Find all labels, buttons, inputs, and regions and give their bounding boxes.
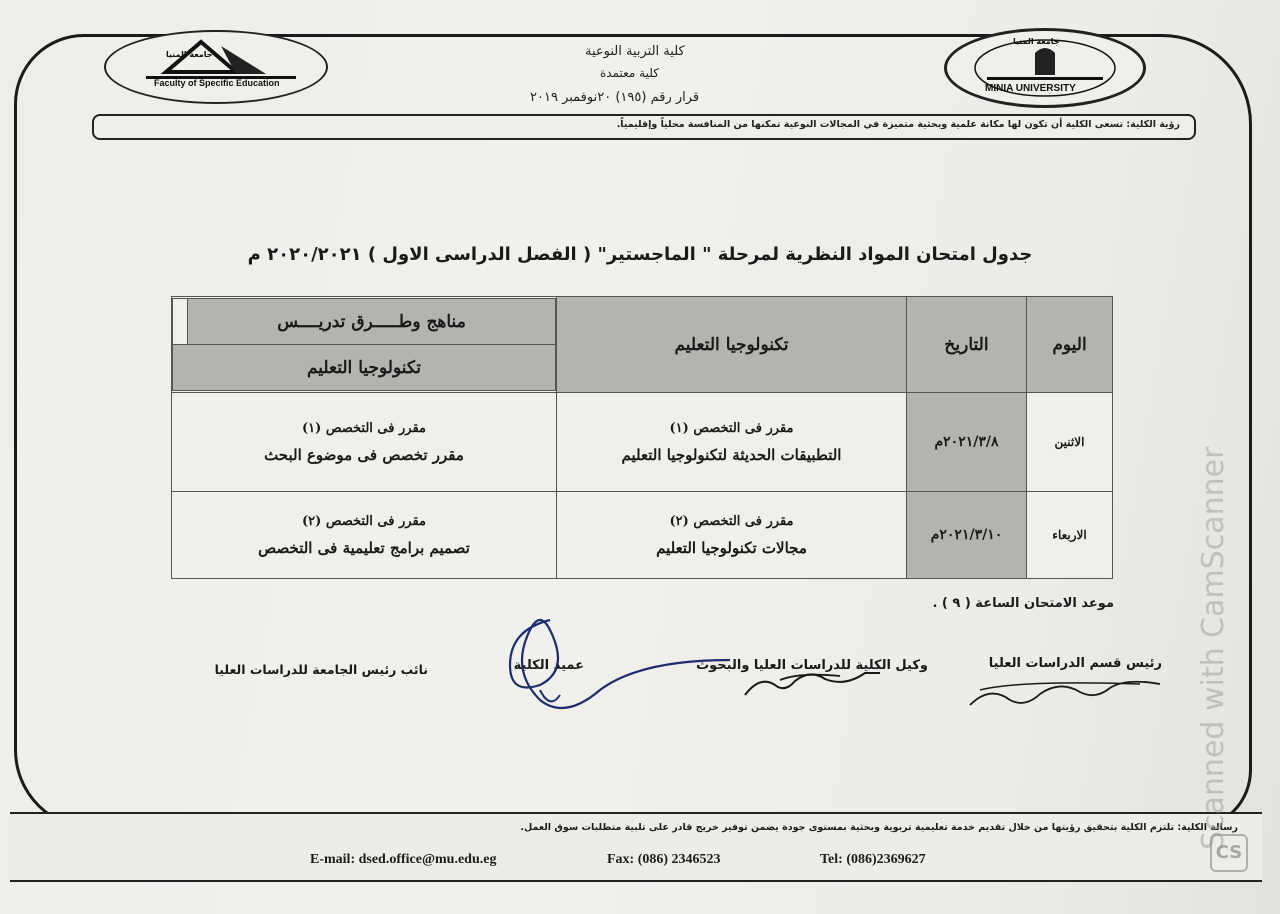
college-name: كلية التربية النوعية <box>585 44 685 59</box>
table-row <box>172 393 1113 492</box>
head-postgrad-label: رئيس قسم الدراسات العليا <box>988 656 1162 671</box>
row2-curricula-course-name: تصميم برامج تعليمية فى التخصص <box>258 538 470 557</box>
row1-tech-cell <box>557 393 907 492</box>
dean-label: عميد الكلية <box>513 658 584 673</box>
vice-president-label: نائب رئيس الجامعة للدراسات العليا <box>214 662 428 677</box>
contact-tel: Tel: (086)2369627 <box>820 852 926 867</box>
header-date: التاريخ <box>907 297 1027 393</box>
row1-date: ٢٠٢١/٣/٨م <box>907 393 1027 492</box>
exam-schedule-table <box>171 296 1113 579</box>
schedule-title: جدول امتحان المواد النظرية لمرحلة " الماجستير" ( الفصل الدراسى الاول ) ٢٠٢٠/٢٠٢١ م <box>247 244 1033 265</box>
contact-fax: Fax: (086) 2346523 <box>607 852 721 867</box>
faculty-logo-icon <box>106 32 326 102</box>
university-logo-arabic: جامعة المنيا <box>1013 37 1060 46</box>
faculty-logo-arabic: جامعة المنيا <box>166 50 213 59</box>
header-curricula <box>172 298 556 391</box>
vice-dean-label: وكيل الكلية للدراسات العليا والبحوث <box>696 658 928 673</box>
row1-tech-course-number: مقرر فى التخصص (١) <box>669 420 794 436</box>
table-header-row <box>172 297 1113 393</box>
faculty-logo <box>104 30 328 104</box>
row1-day: الاثنين <box>1027 393 1113 492</box>
row1-curricula-course-name: مقرر تخصص فى موضوع البحث <box>264 445 464 464</box>
row1-curricula-course-number: مقرر فى التخصص (١) <box>302 420 426 436</box>
header-curricula-cell <box>172 297 557 393</box>
camscanner-icon: CS <box>1210 834 1248 872</box>
header-educational-technology: تكنولوجيا التعليم <box>557 297 907 393</box>
header-day: اليوم <box>1027 297 1113 393</box>
header-curricula-top: مناهج وطـــــرق تدريــــس <box>188 299 556 345</box>
row2-curricula-course-number: مقرر فى التخصص (٢) <box>302 513 426 529</box>
mission-statement: رسالة الكلية: تلتزم الكلية بتحقيق رؤيتها من خلال تقديم خدمة تعليمية تربوية وبحثية بمستوى جودة يضمن توفير خريج قادر على تلبية متطلبات سوق العمل. <box>520 822 1238 833</box>
table-row <box>172 492 1113 579</box>
decision-number: قرار رقم (١٩٥) ٢٠نوفمبر ٢٠١٩ <box>530 90 700 105</box>
row2-curricula-cell <box>172 492 557 579</box>
handwritten-signatures <box>480 590 1180 730</box>
row2-tech-course-number: مقرر فى التخصص (٢) <box>669 513 794 529</box>
row1-tech-course-name: التطبيقات الحديثة لتكنولوجيا التعليم <box>621 445 842 464</box>
row1-curricula-cell <box>172 393 557 492</box>
accreditation: كلية معتمدة <box>600 66 659 80</box>
university-logo-label: MINIA UNIVERSITY <box>985 83 1076 94</box>
row2-tech-course-name: مجالات تكنولوجيا التعليم <box>656 538 807 557</box>
footer <box>10 812 1262 882</box>
exam-time: موعد الامتحان الساعة ( ٩ ) . <box>932 596 1114 611</box>
scanner-watermark: Scanned with CamScanner <box>1196 446 1231 850</box>
vision-box <box>92 114 1196 140</box>
contact-email: E-mail: dsed.office@mu.edu.eg <box>310 852 497 867</box>
row2-day: الاربعاء <box>1027 492 1113 579</box>
vision-text: رؤية الكلية: تسعى الكلية أن تكون لها مكانة علمية وبحثية متميزة في المجالات النوعية تمكنها من المنافسة محلياً وإقليمياً. <box>616 119 1180 130</box>
row2-date: ٢٠٢١/٣/١٠م <box>907 492 1027 579</box>
university-logo <box>944 28 1146 108</box>
header-curricula-bottom: تكنولوجيا التعليم <box>173 345 556 391</box>
faculty-logo-label: Faculty of Specific Education <box>154 78 280 88</box>
row2-tech-cell <box>557 492 907 579</box>
